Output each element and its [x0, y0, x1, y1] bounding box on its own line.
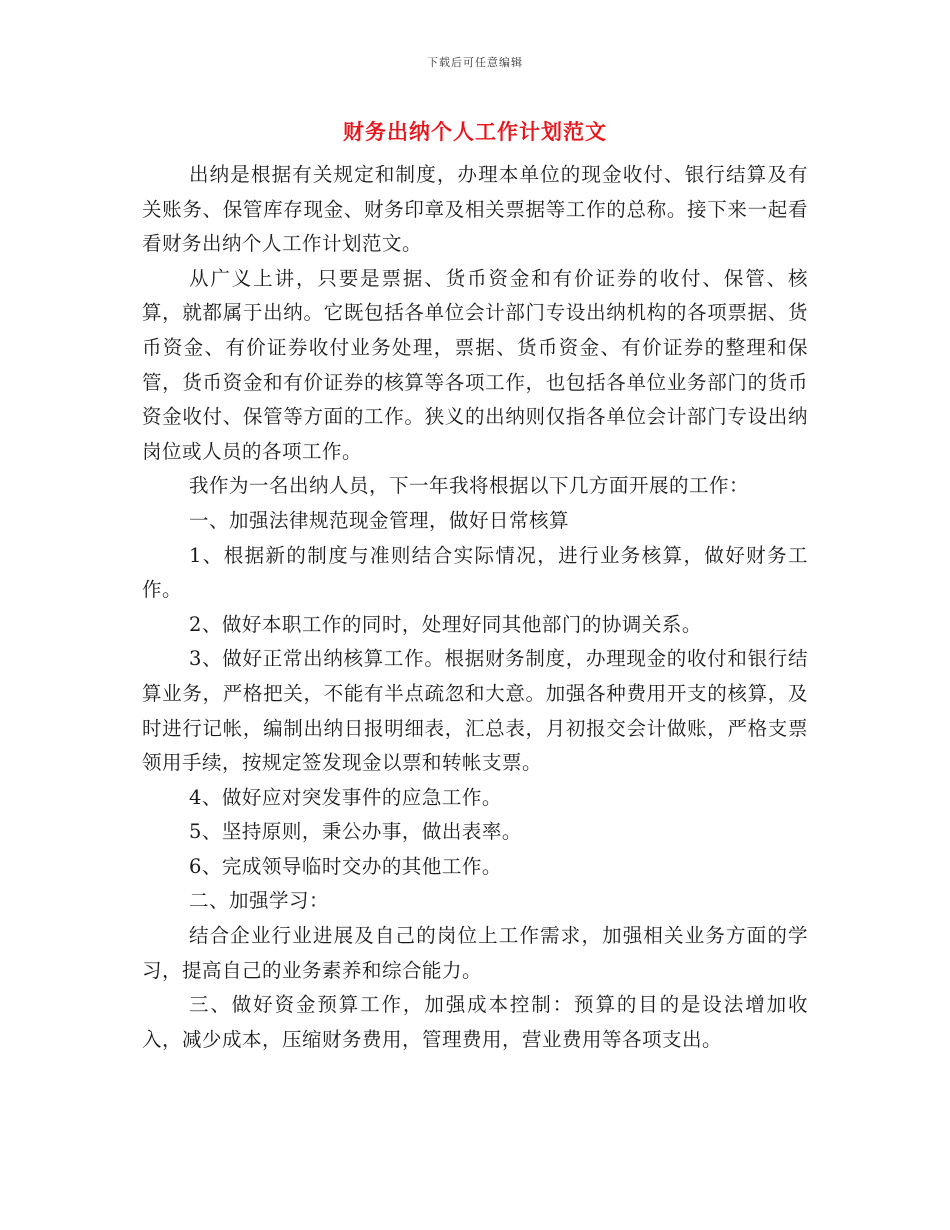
paragraph-plan-intro: 我作为一名出纳人员，下一年我将根据以下几方面开展的工作：: [189, 474, 750, 498]
list-item-1: 1、根据新的制度与准则结合实际情况，进行业务核算，做好财务工作。: [142, 543, 808, 602]
list-item-2: 2、做好本职工作的同时，处理好同其他部门的协调关系。: [189, 612, 702, 636]
document-body: [142, 158, 808, 1057]
document-title: 财务出纳个人工作计划范文: [343, 119, 607, 144]
paragraph-learning: 结合企业行业进展及自己的岗位上工作需求，加强相关业务方面的学习，提高自己的业务素养和综合能力。: [142, 924, 808, 982]
list-item-3: 3、做好正常出纳核算工作。根据财务制度，办理现金的收付和银行结算业务，严格把关，不能有半点疏忽和大意。加强各种费用开支的核算，及时进行记帐，编制出纳日报明细表，汇总表，月初报交会计做账，严格支票领用手续，按规定签发现金以票和转帐支票。: [142, 647, 808, 775]
paragraph-broad-definition: 从广义上讲，只要是票据、货币资金和有价证券的收付、保管、核算，就都属于出纳。它既包括各单位会计部门专设出纳机构的各项票据、货币资金、有价证券收付业务处理，票据、货币资金、有价证券的整理和保管，货币资金和有价证券的核算等各项工作，也包括各单位业务部门的货币资金收付、保管等方面的工作。狭义的出纳则仅指各单位会计部门专设出纳岗位或人员的各项工作。: [142, 266, 808, 463]
header-note: 下载后可任意编辑: [427, 56, 523, 69]
section-heading-3: 三、做好资金预算工作，加强成本控制：预算的目的是设法增加收入，减少成本，压缩财务费用，管理费用，营业费用等各项支出。: [142, 993, 808, 1051]
list-item-5: 5、坚持原则，秉公办事，做出表率。: [189, 820, 522, 844]
list-item-4: 4、做好应对突发事件的应急工作。: [189, 785, 502, 809]
section-heading-2: 二、加强学习：: [189, 889, 330, 913]
section-heading-1: 一、加强法律规范现金管理，做好日常核算: [189, 508, 570, 532]
list-item-6: 6、完成领导临时交办的其他工作。: [189, 854, 502, 878]
paragraph-intro: 出纳是根据有关规定和制度，办理本单位的现金收付、银行结算及有关账务、保管库存现金、财务印章及相关票据等工作的总称。接下来一起看看财务出纳个人工作计划范文。: [142, 163, 808, 256]
